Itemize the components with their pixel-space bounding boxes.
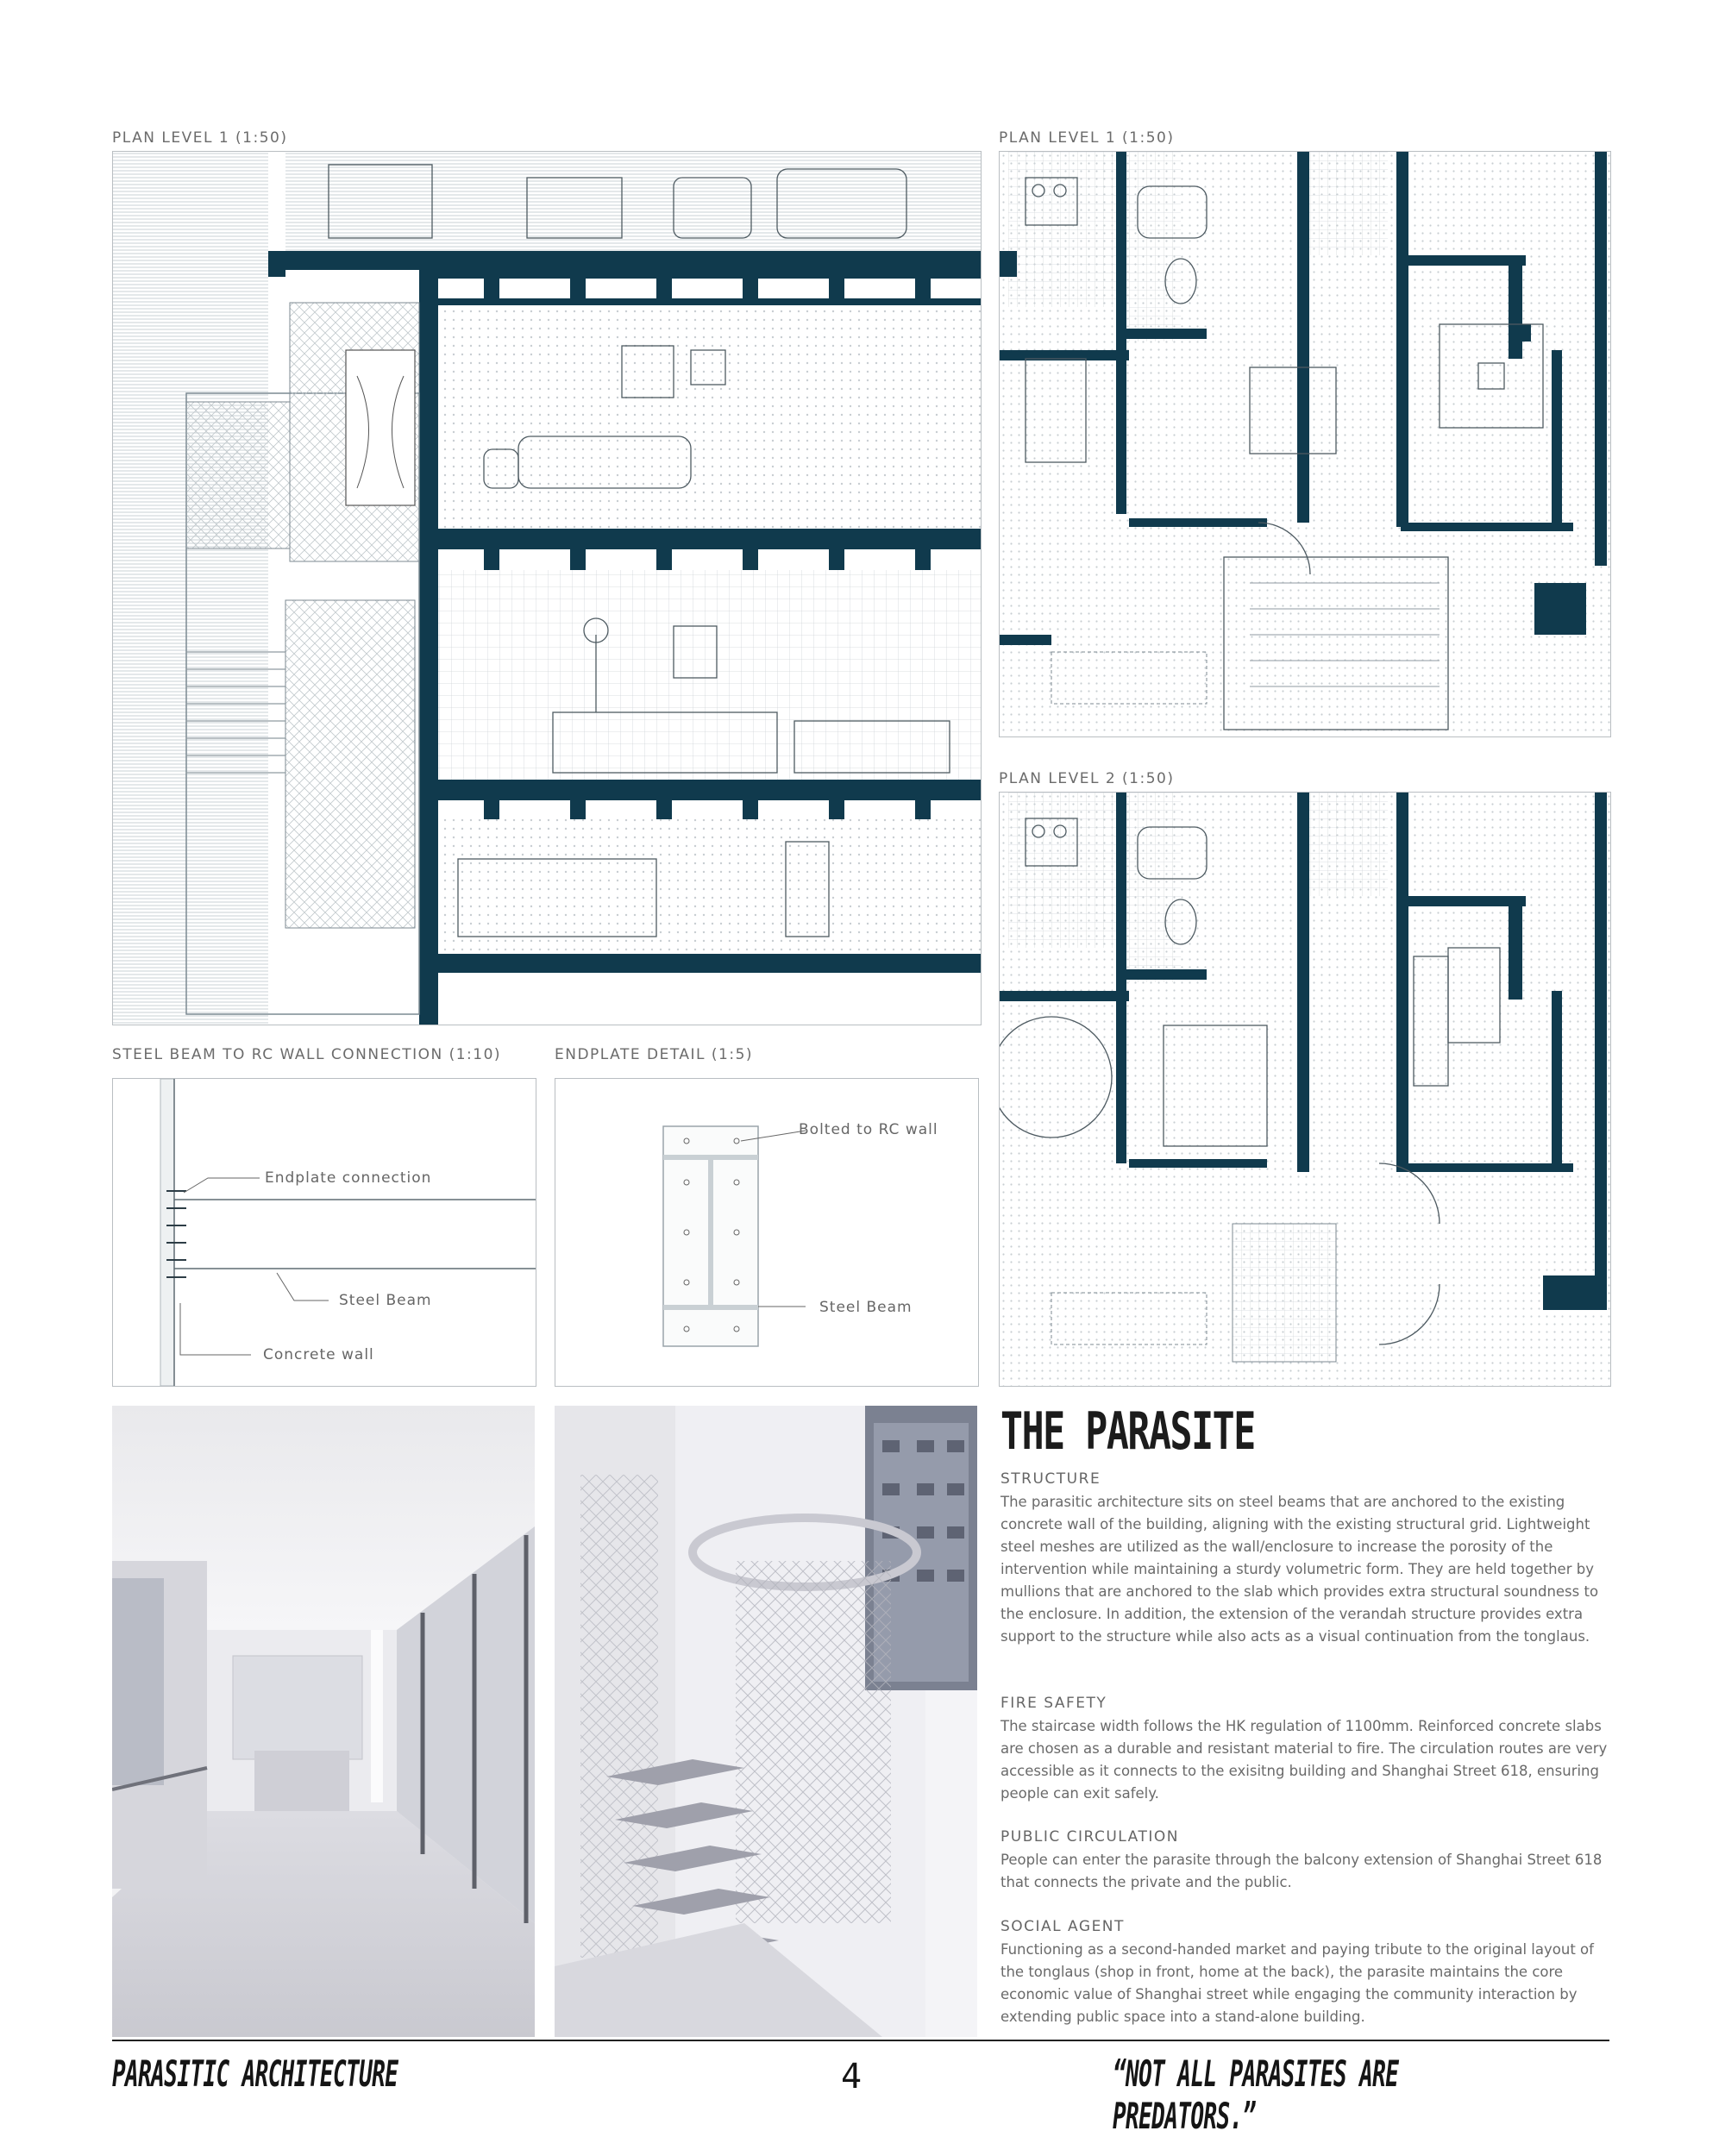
- endplate-connection-label: Endplate connection: [265, 1169, 432, 1187]
- fire-safety-heading: FIRE SAFETY: [1000, 1695, 1107, 1712]
- endplate-detail-label: ENDPLATE DETAIL (1:5): [555, 1046, 754, 1063]
- public-circulation-heading: PUBLIC CIRCULATION: [1000, 1828, 1179, 1846]
- structure-heading: STRUCTURE: [1000, 1470, 1101, 1488]
- page-number: 4: [841, 2057, 862, 2096]
- render-staircase-image: [555, 1406, 977, 2037]
- plan-level-2-label: PLAN LEVEL 2 (1:50): [999, 770, 1175, 787]
- connection-detail-label: STEEL BEAM TO RC WALL CONNECTION (1:10): [112, 1046, 502, 1063]
- footer-left-title: PARASITIC ARCHITECTURE: [112, 2053, 398, 2095]
- footer-rule: [112, 2040, 1609, 2041]
- public-circulation-body: People can enter the parasite through the balcony extension of Shanghai Street 618 that connects the private and the public.: [1000, 1852, 1603, 1890]
- plan-level-2-drawing: [999, 792, 1611, 1387]
- plan-level-1-drawing: [999, 151, 1611, 737]
- endplate-detail-drawing: [555, 1078, 979, 1387]
- article-title: THE PARASITE: [1000, 1401, 1255, 1462]
- footer-quote: “NOT ALL PARASITES ARE PREDATORS.”: [1113, 2053, 1399, 2137]
- bolted-to-rc-wall-label: Bolted to RC wall: [799, 1121, 938, 1138]
- render-corridor-image: [112, 1406, 535, 2037]
- connection-detail-drawing: [112, 1078, 536, 1387]
- steel-beam-label: Steel Beam: [339, 1292, 432, 1309]
- concrete-wall-label: Concrete wall: [263, 1346, 374, 1363]
- endplate-steel-beam-label: Steel Beam: [819, 1299, 913, 1316]
- section-drawing: [112, 151, 982, 1025]
- social-agent-body: Functioning as a second-handed market and paying tribute to the original layout of the tonglaus (shop in front, home at the back), the parasite maintains the core economic value of Shanghai street while engaging the community interaction by extending public space into a stand-alone building.: [1000, 1941, 1594, 2025]
- fire-safety-body: The staircase width follows the HK regulation of 1100mm. Reinforced concrete slabs are chosen as a durable and resistant material to fire. The circulation routes are very accessible as it connects to the exisitng building and Shanghai Street 618, ensuring people can exit safely.: [1000, 1718, 1608, 1802]
- social-agent-heading: SOCIAL AGENT: [1000, 1918, 1125, 1935]
- section-drawing-label: PLAN LEVEL 1 (1:50): [112, 129, 288, 147]
- plan-level-1-label: PLAN LEVEL 1 (1:50): [999, 129, 1175, 147]
- structure-body: The parasitic architecture sits on steel beams that are anchored to the existing concrete wall of the building, aligning with the existing structural grid. Lightweight steel meshes are utilized as the wall/enclosure to increase the porosity of the intervention while maintaining a sturdy volumetric form. They are held together by mullions that are anchored to the slab which provides extra structural soundness to the enclosure. In addition, the extension of the verandah structure provides extra support to the structure while also acts as a visual continuation from the tonglaus.: [1000, 1494, 1599, 1645]
